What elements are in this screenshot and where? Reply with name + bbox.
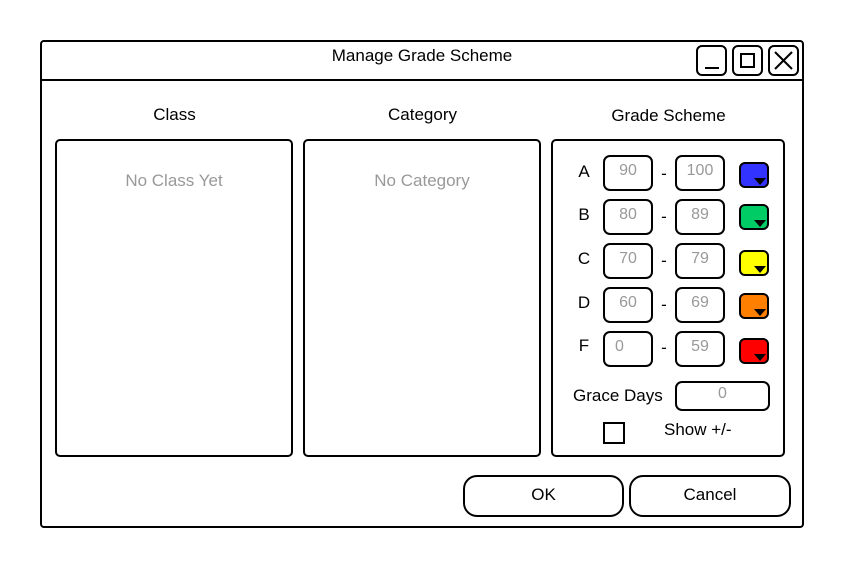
dropdown-arrow-icon bbox=[754, 220, 766, 227]
grade-d-max-input[interactable]: 69 bbox=[675, 287, 725, 323]
dropdown-arrow-icon bbox=[754, 178, 766, 185]
class-heading: Class bbox=[153, 105, 196, 124]
class-list[interactable] bbox=[55, 139, 293, 457]
grade-letter-a: A bbox=[578, 162, 590, 181]
ok-button[interactable]: OK bbox=[463, 475, 624, 517]
grace-days-input[interactable]: 0 bbox=[675, 381, 770, 411]
grade-c-min-input[interactable]: 70 bbox=[603, 243, 653, 279]
grade-c-color-picker[interactable] bbox=[739, 250, 769, 276]
grade-a-min-input[interactable]: 90 bbox=[603, 155, 653, 191]
grade-d-min-input[interactable]: 60 bbox=[603, 287, 653, 323]
class-list-placeholder: No Class Yet bbox=[125, 171, 223, 190]
dropdown-arrow-icon bbox=[754, 266, 766, 273]
minimize-button[interactable] bbox=[696, 45, 727, 76]
range-separator: - bbox=[661, 164, 667, 183]
grade-b-color-picker[interactable] bbox=[739, 204, 769, 230]
close-button[interactable] bbox=[768, 45, 799, 76]
grade-f-max-input[interactable]: 59 bbox=[675, 331, 725, 367]
grade-b-min-input[interactable]: 80 bbox=[603, 199, 653, 235]
grade-f-color-picker[interactable] bbox=[739, 338, 769, 364]
grade-letter-d: D bbox=[577, 293, 591, 312]
window-title: Manage Grade Scheme bbox=[331, 46, 513, 65]
dropdown-arrow-icon bbox=[754, 354, 766, 361]
cancel-button[interactable]: Cancel bbox=[629, 475, 791, 517]
grade-letter-f: F bbox=[578, 336, 590, 355]
maximize-icon bbox=[740, 53, 755, 68]
minimize-icon bbox=[705, 67, 719, 69]
range-separator: - bbox=[661, 251, 667, 270]
grade-letter-b: B bbox=[578, 205, 590, 224]
grade-b-max-input[interactable]: 89 bbox=[675, 199, 725, 235]
grade-d-color-picker[interactable] bbox=[739, 293, 769, 319]
grade-scheme-heading: Grade Scheme bbox=[611, 106, 726, 125]
range-separator: - bbox=[661, 295, 667, 314]
show-plus-minus-label: Show +/- bbox=[664, 420, 732, 439]
range-separator: - bbox=[661, 338, 667, 357]
grade-f-min-input[interactable]: 0 bbox=[603, 331, 653, 367]
maximize-button[interactable] bbox=[732, 45, 763, 76]
category-list-placeholder: No Category bbox=[374, 171, 470, 190]
category-list[interactable] bbox=[303, 139, 541, 457]
grade-a-color-picker[interactable] bbox=[739, 162, 769, 188]
show-plus-minus-checkbox[interactable] bbox=[603, 422, 625, 444]
close-icon bbox=[773, 50, 794, 71]
grade-c-max-input[interactable]: 79 bbox=[675, 243, 725, 279]
grade-letter-c: C bbox=[577, 249, 591, 268]
range-separator: - bbox=[661, 207, 667, 226]
grace-days-label: Grace Days bbox=[573, 386, 663, 405]
category-heading: Category bbox=[388, 105, 457, 124]
grade-a-max-input[interactable]: 100 bbox=[675, 155, 725, 191]
dropdown-arrow-icon bbox=[754, 309, 766, 316]
titlebar-divider bbox=[40, 79, 804, 81]
